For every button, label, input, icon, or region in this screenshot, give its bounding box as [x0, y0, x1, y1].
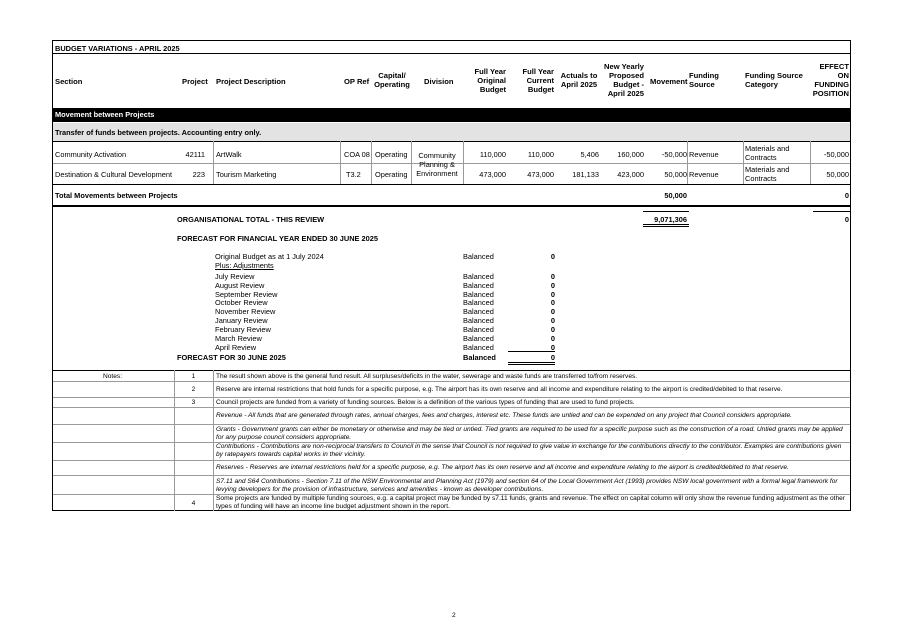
notes-divider: [53, 424, 850, 425]
forecast-item-value: 0: [550, 290, 555, 299]
note-number: 2: [191, 386, 196, 393]
note-text: Some projects are funded by multiple funding sources, e.g. a capital project may be funded by s7.11 funds, grants and revenue. The effect on capital column will only show the revenue funding adjustment as the other types of funding will have an income line budget adjustment shown in the report.: [216, 495, 845, 511]
forecast-heading: FORECAST FOR FINANCIAL YEAR ENDED 30 JUNE 2025: [177, 234, 378, 243]
notes-top-divider: [53, 370, 850, 371]
row-effect: -50,000: [823, 150, 849, 159]
note-grants: Grants - Government grants can either be monetary or otherwise and may be tied or untied. Tied grants are required to be used for a specific purpose such as the construction of a road. Untied grants may be applied for any purpose council considers appropriate.: [216, 426, 843, 442]
forecast-final-value: 0: [550, 353, 555, 362]
notes-divider: [53, 397, 850, 398]
note-number: 1: [191, 373, 196, 380]
note-text: The result shown above is the general fund result. All surpluses/deficits in the water, sewerage and waste funds are transferred to/from reserves.: [216, 373, 638, 380]
notes-divider: [53, 460, 850, 461]
note-revenue: Revenue - All funds that are generated through rates, annual charges, fees and charges, interest etc. These funds are untied and can be expended on any project that Council considers appropriate.: [216, 412, 792, 419]
forecast-item-label: Original Budget as at 1 July 2024: [215, 252, 324, 261]
grid-line: [687, 141, 688, 184]
row-section: Destination & Cultural Development: [55, 170, 173, 179]
notes-label: Notes:: [103, 373, 123, 380]
rows-bottom-divider: [53, 184, 850, 185]
col-description: Project Description: [216, 77, 286, 86]
subsection-divider: [53, 141, 850, 142]
note-text: Council projects are funded from a variety of funding sources. Below is a definition of the various types of funding that are used to fund projects.: [216, 399, 635, 406]
grid-line: [371, 141, 372, 184]
forecast-item-label: October Review: [215, 298, 268, 307]
forecast-item-status: Balanced: [463, 281, 494, 290]
col-current-budget: Full Year Current Budget: [522, 67, 554, 94]
forecast-item-status: Balanced: [463, 298, 494, 307]
notes-divider: [53, 475, 850, 476]
row-description: ArtWalk: [216, 150, 242, 159]
title-divider: [53, 53, 850, 54]
forecast-final-label: FORECAST FOR 30 JUNE 2025: [177, 353, 286, 362]
forecast-item-status: Balanced: [463, 316, 494, 325]
forecast-item-label: September Review: [215, 290, 278, 299]
col-actuals: Actuals to April 2025: [560, 71, 598, 89]
col-funding-source: Funding Source: [689, 71, 719, 89]
budget-variations-sheet: [52, 40, 851, 511]
forecast-final-status: Balanced: [463, 353, 496, 362]
row-category: Materials and Contracts: [745, 144, 790, 162]
total-movement: 50,000: [664, 191, 687, 200]
grid-line: [213, 141, 214, 184]
row-current: 473,000: [527, 170, 554, 179]
section-band-label: Movement between Projects: [55, 110, 155, 119]
forecast-plus-label: Plus: Adjustments: [215, 261, 274, 270]
total-divider: [53, 205, 850, 207]
forecast-item-label: March Review: [215, 334, 262, 343]
note-contributions: Contributions - Contributions are non-reciprocal transfers to Council in the sense that Council is not required to give value in exchange for the contributions directly to the contributor. Examples are contributions given by ratepayers towards capital works in their vicinity.: [216, 443, 842, 459]
col-effect-on-funding: EFFECT ON FUNDING POSITION: [812, 62, 849, 98]
notes-divider: [53, 407, 850, 408]
forecast-item-label: January Review: [215, 316, 268, 325]
note-reserves: Reserves - Reserves are internal restrictions held for a specific purpose, e.g. The airport has its own reserve and all income and expenditure relating to the airport is credited/debited to that reserve.: [216, 464, 789, 471]
col-capital-operating: Capital/ Operating: [374, 71, 410, 89]
forecast-item-status: Balanced: [463, 272, 494, 281]
forecast-item-value: 0: [550, 334, 555, 343]
row-actuals: 5,406: [580, 150, 599, 159]
section-band: [53, 108, 850, 122]
note-number: 3: [191, 399, 196, 406]
col-project: Project: [182, 77, 208, 86]
forecast-item-value: 0: [550, 281, 555, 290]
forecast-item-label: February Review: [215, 325, 271, 334]
row-cap-op: Operating: [375, 150, 408, 159]
forecast-item-status: Balanced: [463, 343, 494, 352]
forecast-item-label: April Review: [215, 343, 257, 352]
col-funding-category: Funding Source Category: [745, 71, 803, 89]
forecast-item-value: 0: [550, 298, 555, 307]
forecast-item-status: Balanced: [463, 307, 494, 316]
row-project: 42111: [185, 150, 205, 159]
org-total-underline: [643, 224, 689, 227]
forecast-item-value: 0: [550, 307, 555, 316]
forecast-item-value: 0: [550, 252, 555, 261]
notes-divider: [53, 381, 850, 382]
total-effect: 0: [844, 191, 849, 200]
org-total-topline: [643, 211, 689, 212]
notes-grid-line: [213, 370, 214, 511]
row-original: 473,000: [479, 170, 506, 179]
row-cap-op: Operating: [375, 170, 408, 179]
forecast-item-label: August Review: [215, 281, 265, 290]
subsection-label: Transfer of funds between projects. Accounting entry only.: [55, 128, 262, 137]
forecast-item-value: 0: [550, 343, 555, 352]
note-number: 4: [191, 500, 196, 507]
sheet-title: BUDGET VARIATIONS - APRIL 2025: [55, 44, 180, 53]
row-actuals: 181,133: [572, 170, 599, 179]
col-op-ref: OP Ref: [344, 77, 370, 86]
note-s711: S7.11 and S64 Contributions - Section 7.11 of the NSW Environmental and Planning Act (1979) and section 64 of the Local Government Act (1993) provides NSW local government with a formal legal framework for levying developers for the provision of infrastructure, services and amenities - known as developer contributions.: [216, 478, 838, 494]
forecast-item-value: 0: [550, 325, 555, 334]
row-proposed: 160,000: [617, 150, 644, 159]
col-section: Section: [55, 77, 83, 86]
forecast-item-status: Balanced: [463, 290, 494, 299]
effect-total-topline: [813, 211, 850, 212]
row-op-ref: T3.2: [346, 170, 361, 179]
col-proposed-budget: New Yearly Proposed Budget - April 2025: [604, 62, 644, 98]
col-division: Division: [424, 77, 454, 86]
forecast-item-status: Balanced: [463, 334, 494, 343]
grid-line: [340, 141, 341, 184]
org-total-effect: 0: [844, 215, 849, 224]
row-source: Revenue: [689, 170, 719, 179]
row-description: Tourism Marketing: [216, 170, 277, 179]
row-project: 223: [192, 170, 205, 179]
row-current: 110,000: [527, 150, 554, 159]
forecast-item-value: 0: [550, 272, 555, 281]
org-total-label: ORGANISATIONAL TOTAL - THIS REVIEW: [177, 215, 325, 224]
forecast-item-status: Balanced: [463, 252, 494, 261]
forecast-item-status: Balanced: [463, 325, 494, 334]
forecast-item-value: 0: [550, 316, 555, 325]
col-original-budget: Full Year Original Budget: [474, 67, 506, 94]
row-movement: -50,000: [661, 150, 687, 159]
row-op-ref: COA 08: [344, 150, 370, 159]
org-total-movement: 9,071,306: [654, 215, 687, 224]
note-text: Reserve are internal restrictions that hold funds for a specific purpose, e.g. The airport has its own reserve and all income and expenditure relating to the airport is credited/debited to that reserve.: [216, 386, 783, 393]
row-proposed: 423,000: [617, 170, 644, 179]
row-source: Revenue: [689, 150, 719, 159]
forecast-final-underline: [508, 362, 555, 365]
row-section: Community Activation: [55, 150, 127, 159]
forecast-item-label: November Review: [215, 307, 276, 316]
row-effect: 50,000: [826, 170, 849, 179]
forecast-item-label: July Review: [215, 272, 255, 281]
row-original: 110,000: [479, 150, 506, 159]
row-category: Materials and Contracts: [745, 165, 790, 183]
grid-line: [743, 141, 744, 184]
page-number: 2: [452, 612, 456, 619]
forecast-sum-line: [508, 351, 555, 352]
total-label: Total Movements between Projects: [55, 191, 178, 200]
col-movement: Movement: [650, 77, 688, 86]
row-division: Community Planning & Environment: [416, 151, 458, 178]
row-movement: 50,000: [664, 170, 687, 179]
